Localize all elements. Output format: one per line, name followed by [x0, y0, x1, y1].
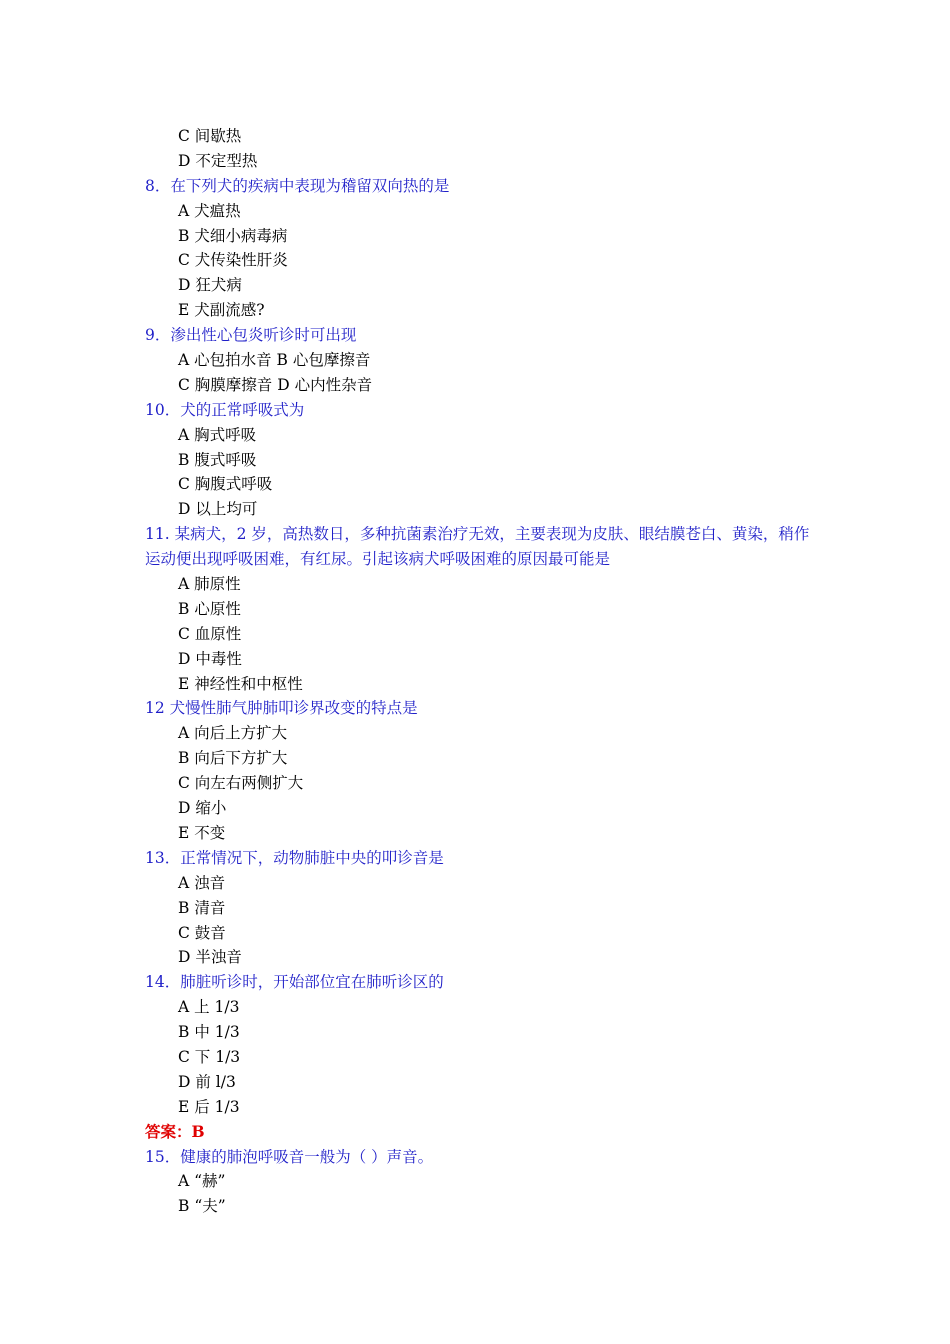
option-text: E 不变 — [178, 823, 226, 842]
question-text: 13．正常情况下，动物肺脏中央的叩诊音是 — [145, 848, 444, 867]
option-text: D 中毒性 — [178, 649, 242, 668]
option-text: A 犬瘟热 — [178, 201, 241, 220]
question-text: 9．渗出性心包炎听诊时可出现 — [145, 326, 357, 345]
option-text: C 下 1/3 — [178, 1047, 241, 1066]
option-text: A 浊音 — [178, 873, 226, 892]
answer-text: 答案：B — [145, 1121, 205, 1141]
option-text: E 犬副流感? — [178, 301, 265, 320]
option-text: A 向后上方扩大 — [178, 724, 288, 743]
option-text: C 间歇热 — [178, 127, 242, 145]
option-text: D 不定型热 — [178, 151, 258, 170]
option-text: B “夫” — [178, 1197, 226, 1216]
question-text: 运动便出现呼吸困难，有红尿。引起该病犬呼吸困难的原因最可能是 — [145, 550, 611, 569]
option-text: B 腹式呼吸 — [178, 450, 257, 469]
option-text: A “赫” — [178, 1172, 226, 1191]
question-text: 11. 某病犬，2 岁，高热数日，多种抗菌素治疗无效，主要表现为皮肤、眼结膜苍白、黄染，稍作 — [145, 525, 810, 544]
option-text: D 狂犬病 — [178, 276, 242, 295]
question-text: 10．犬的正常呼吸式为 — [145, 400, 305, 419]
option-text: A 心包拍水音 B 心包摩擦音 — [178, 351, 371, 370]
option-text: B 清音 — [178, 898, 226, 917]
question-text: 15．健康的肺泡呼吸音一般为（ ）声音。 — [145, 1147, 434, 1166]
option-text: D 半浊音 — [178, 948, 242, 967]
option-text: D 以上均可 — [178, 500, 258, 519]
question-text: 12 犬慢性肺气肿肺叩诊界改变的特点是 — [145, 699, 418, 718]
option-text: D 缩小 — [178, 799, 227, 818]
option-text: D 前 l/3 — [178, 1072, 236, 1091]
question-text: 14．肺脏听诊时，开始部位宜在肺听诊区的 — [145, 973, 444, 992]
option-text: C 胸腹式呼吸 — [178, 475, 273, 494]
option-text: C 向左右两侧扩大 — [178, 774, 304, 793]
option-text: E 后 1/3 — [178, 1097, 240, 1116]
option-text: A 肺原性 — [178, 575, 241, 594]
option-text: C 血原性 — [178, 624, 242, 643]
option-text: C 胸膜摩擦音 D 心内性杂音 — [178, 375, 373, 394]
option-text: B 中 1/3 — [178, 1023, 240, 1042]
document-body — [145, 124, 825, 1219]
option-text: B 向后下方扩大 — [178, 749, 288, 768]
option-text: E 神经性和中枢性 — [178, 674, 303, 693]
option-text: C 鼓音 — [178, 923, 226, 942]
option-text: A 上 1/3 — [178, 998, 240, 1017]
option-text: C 犬传染性肝炎 — [178, 251, 288, 270]
option-text: A 胸式呼吸 — [178, 425, 257, 444]
option-text: B 犬细小病毒病 — [178, 226, 288, 245]
question-text: 8．在下列犬的疾病中表现为稽留双向热的是 — [145, 176, 450, 195]
option-text: B 心原性 — [178, 599, 241, 618]
